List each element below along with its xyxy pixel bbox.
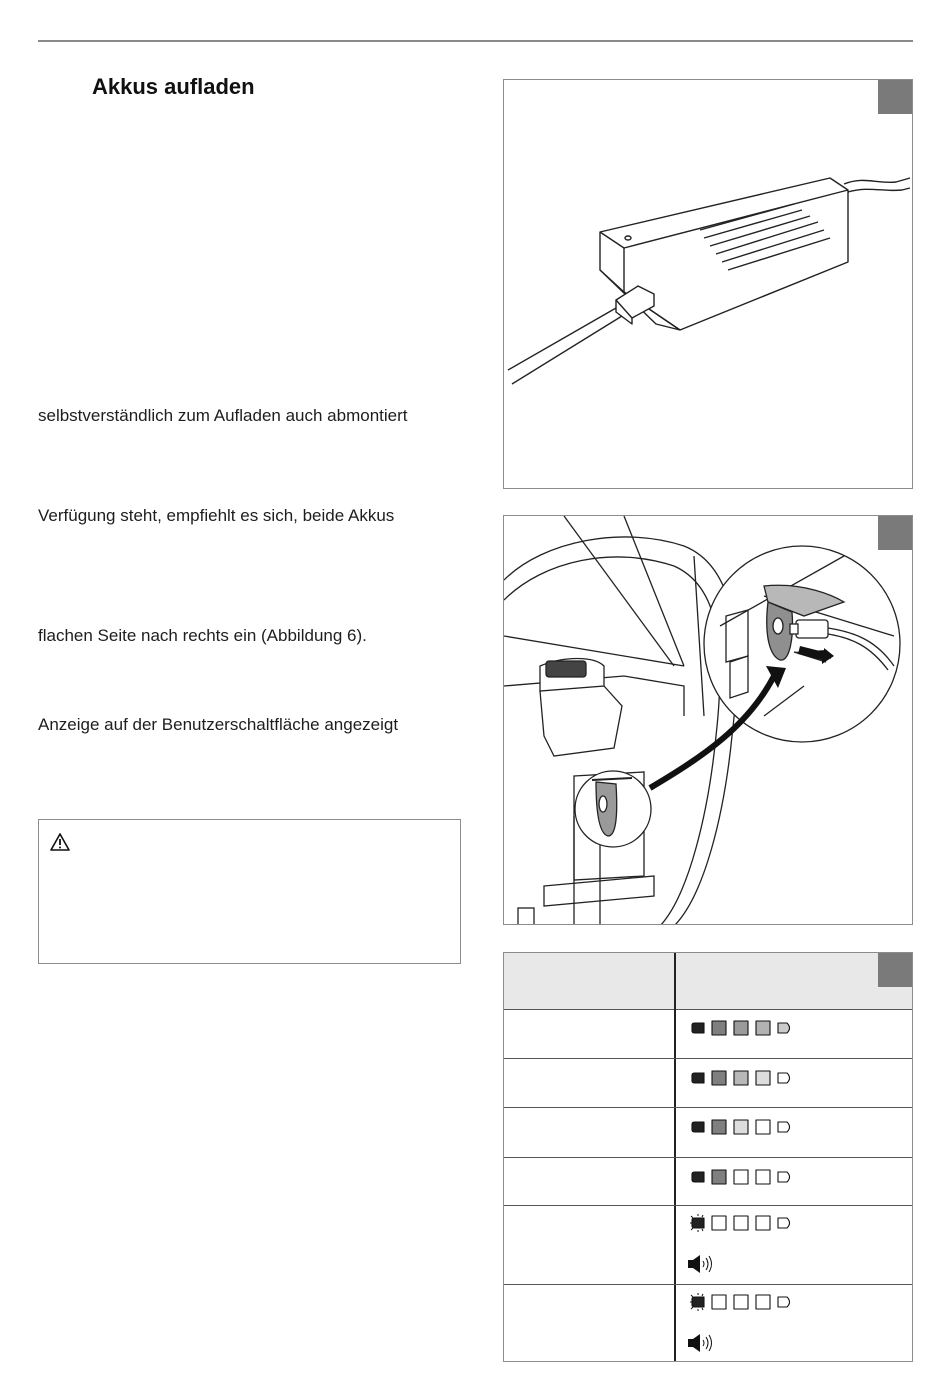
battery-level-icon <box>690 1168 794 1186</box>
figure-socket <box>503 515 913 925</box>
blink-ray <box>702 1294 703 1296</box>
blink-ray <box>691 1216 693 1218</box>
table-row <box>504 1009 912 1059</box>
battery-segment <box>734 1216 748 1230</box>
battery-segment <box>778 1073 790 1083</box>
battery-segment <box>778 1122 790 1132</box>
charger-adapter-illustration <box>504 80 913 489</box>
battery-segment <box>778 1218 790 1228</box>
battery-segment <box>692 1073 704 1083</box>
battery-segment <box>756 1295 770 1309</box>
table-row <box>504 1158 912 1206</box>
warning-triangle-icon <box>49 832 71 852</box>
battery-segment <box>734 1071 748 1085</box>
blink-ray <box>702 1308 703 1310</box>
battery-segment <box>712 1216 726 1230</box>
section-heading: Akkus aufladen <box>92 74 255 99</box>
table-row <box>504 1285 912 1363</box>
warning-box <box>38 819 461 964</box>
table-row <box>504 1059 912 1108</box>
battery-segment <box>756 1021 770 1035</box>
header-rule <box>38 40 913 42</box>
battery-level-table <box>503 952 913 1362</box>
wheelchair-charging-socket-illustration <box>504 516 913 925</box>
blink-ray <box>691 1307 693 1309</box>
speaker-icon <box>687 1332 715 1354</box>
battery-segment <box>756 1216 770 1230</box>
figure-number-tab <box>878 516 912 550</box>
battery-level-icon <box>690 1214 794 1232</box>
battery-segment <box>756 1071 770 1085</box>
battery-segment <box>712 1021 726 1035</box>
figure-charger <box>503 79 913 489</box>
battery-segment <box>778 1297 790 1307</box>
battery-segment <box>778 1023 790 1033</box>
paragraph-line-3: flachen Seite nach rechts ein (Abbildung 6). <box>38 626 367 645</box>
battery-segment <box>734 1021 748 1035</box>
speaker-icon <box>687 1253 715 1275</box>
battery-segment <box>712 1120 726 1134</box>
table-header <box>504 953 912 1010</box>
battery-segment <box>778 1172 790 1182</box>
battery-segment <box>756 1120 770 1134</box>
battery-segment <box>734 1170 748 1184</box>
blink-ray <box>702 1215 703 1217</box>
battery-segment <box>712 1295 726 1309</box>
paragraph-line-4: Anzeige auf der Benutzerschaltfläche angezeigt <box>38 715 399 734</box>
battery-segment <box>756 1170 770 1184</box>
paragraph-line-2: Verfügung steht, empfiehlt es sich, beide Akkus <box>38 506 395 525</box>
battery-segment <box>692 1172 704 1182</box>
figure-number-tab <box>878 953 912 987</box>
table-row <box>504 1206 912 1285</box>
battery-level-icon <box>690 1118 794 1136</box>
paragraph-line-1: selbstverständlich zum Aufladen auch abmontiert <box>38 406 408 425</box>
figure-number-tab <box>878 80 912 114</box>
battery-segment <box>734 1295 748 1309</box>
table-row <box>504 1108 912 1158</box>
battery-segment <box>692 1023 704 1033</box>
battery-level-icon <box>690 1069 794 1087</box>
battery-segment <box>712 1170 726 1184</box>
battery-segment <box>692 1297 704 1307</box>
battery-level-icon <box>690 1293 794 1311</box>
blink-ray <box>691 1228 693 1230</box>
battery-segment <box>692 1122 704 1132</box>
blink-ray <box>691 1295 693 1297</box>
battery-segment <box>712 1071 726 1085</box>
battery-level-icon <box>690 1019 794 1037</box>
battery-segment <box>692 1218 704 1228</box>
blink-ray <box>702 1229 703 1231</box>
battery-segment <box>734 1120 748 1134</box>
